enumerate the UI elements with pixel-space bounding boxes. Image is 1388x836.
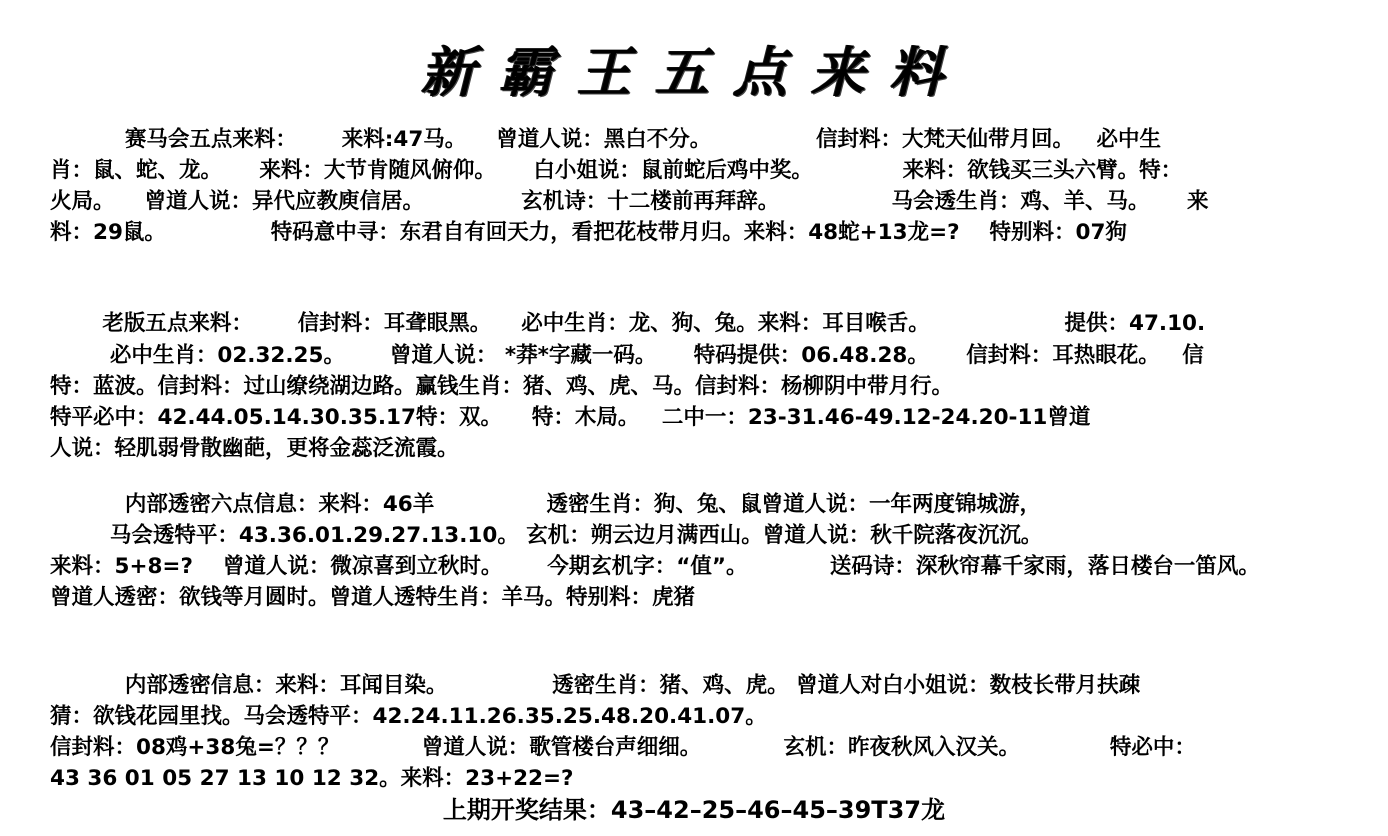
block-2-line-2: 必中生肖：02.32.25。 曾道人说： *莽*字藏一码。 特码提供：06.48.28。 信封料：耳热眼花。 信 [50, 343, 1204, 368]
block-2-line-1: 老版五点来料： 信封料：耳聋眼黑。 必中生肖：龙、狗、兔。来料：耳目喉舌。 提供：47.10. [50, 311, 1206, 336]
block-2-line-3: 特：蓝波。信封料：过山缭绕湖边路。赢钱生肖：猪、鸡、虎、马。信封料：杨柳阴中带月行。 [50, 374, 954, 399]
block-2-line-5: 人说：轻肌弱骨散幽葩，更将金蕊泛流霞。 [50, 436, 459, 461]
last-draw-result: 上期开奖结果：43–42–25–46–45–39T37龙 [442, 796, 946, 824]
block-2-line-4: 特平必中：42.44.05.14.30.35.17特：双。 特：木局。 二中一：23-31.46-49.12-24.20-11曾道 [50, 405, 1091, 430]
block-1-line-4: 料：29鼠。 特码意中寻：东君自有回天力，看把花枝带月归。来料：48蛇+13龙=? 特别料：07狗 [50, 220, 1127, 245]
block-3-line-4: 曾道人透密：欲钱等月圆时。曾道人透特生肖：羊马。特别料：虎猪 [50, 585, 696, 610]
block-3-line-1: 内部透密六点信息：来料：46羊 透密生肖：狗、兔、鼠曾道人说：一年两度锦城游， [50, 492, 1042, 517]
block-4-line-4: 43 36 01 05 27 13 10 12 32。来料：23+22=? [50, 766, 574, 791]
block-4-line-2: 猜：欲钱花园里找。马会透特平：42.24.11.26.35.25.48.20.41.07。 [50, 704, 767, 729]
block-4-line-1: 内部透密信息：来料：耳闻目染。 透密生肖：猪、鸡、虎。 曾道人对白小姐说：数枝长带月扶疎 [50, 673, 1141, 698]
block-3-line-2: 马会透特平：43.36.01.29.27.13.10。 玄机：朔云边月满西山。曾道人说：秋千院落夜沉沉。 [50, 523, 1043, 548]
page-title: 新霸王五点来料 [421, 40, 967, 104]
block-3-line-3: 来料：5+8=? 曾道人说：微凉喜到立秋时。 今期玄机字：“值”。 送码诗：深秋帘幕千家雨，落日楼台一笛风。 [50, 554, 1260, 579]
block-1-line-1: 赛马会五点来料： 来料:47马。 曾道人说：黑白不分。 信封料：大梵天仙带月回。 必中生 [50, 127, 1161, 152]
block-1-line-2: 肖：鼠、蛇、龙。 来料：大节肯随风俯仰。 白小姐说：鼠前蛇后鸡中奖。 来料：欲钱买三头六臂。特： [50, 158, 1183, 183]
block-4-line-3: 信封料：08鸡+38兔=？？？ 曾道人说：歌管楼台声细细。 玄机：昨夜秋风入汉关。 特必中： [50, 735, 1196, 760]
block-1-line-3: 火局。 曾道人说：异代应教庾信居。 玄机诗：十二楼前再拜辞。 马会透生肖：鸡、羊、马。 来 [50, 189, 1209, 214]
